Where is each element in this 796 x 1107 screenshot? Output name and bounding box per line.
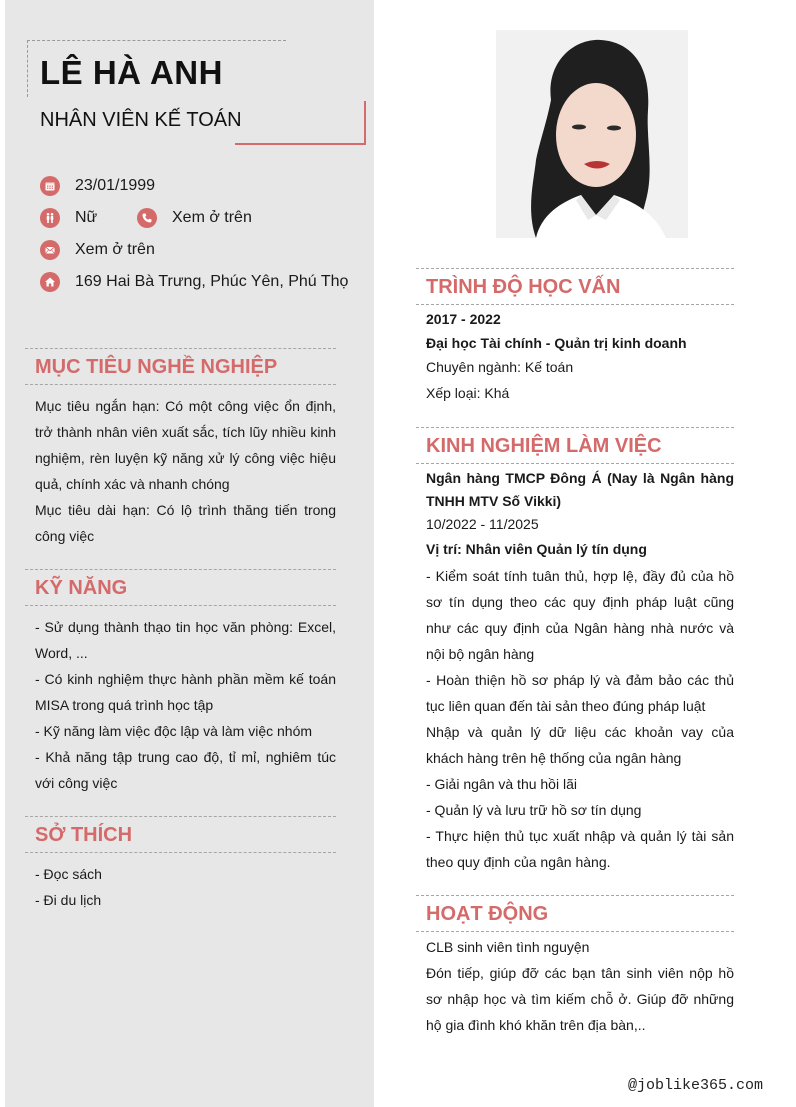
skill-item: - Kỹ năng làm việc độc lập và làm việc nhóm bbox=[35, 723, 313, 739]
gender-icon bbox=[40, 208, 60, 228]
education-rank: Xếp loại: Khá bbox=[426, 385, 510, 401]
experience-duty: Nhập và quản lý dữ liệu các khoản vay của khách hàng trên hệ thống của ngân hàng bbox=[426, 724, 734, 766]
sidebar-panel bbox=[5, 0, 374, 1107]
education-section-header bbox=[416, 268, 734, 305]
hobbies-content bbox=[35, 861, 336, 913]
email-row bbox=[40, 240, 155, 260]
experience-period: 10/2022 - 11/2025 bbox=[426, 516, 539, 532]
objective-content bbox=[35, 393, 336, 549]
job-title: NHÂN VIÊN KẾ TOÁN bbox=[40, 109, 242, 131]
gender-value: Nữ bbox=[75, 209, 98, 226]
gender-row bbox=[40, 208, 97, 228]
experience-content bbox=[426, 467, 734, 875]
address-row bbox=[40, 272, 348, 292]
objective-title: MỤC TIÊU NGHỀ NGHIỆP bbox=[35, 356, 278, 378]
objective-line: Mục tiêu dài hạn: Có lộ trình thăng tiến trong công việc bbox=[35, 502, 336, 544]
education-major: Chuyên ngành: Kế toán bbox=[426, 359, 574, 375]
phone-value: Xem ở trên bbox=[172, 209, 252, 226]
address-value: 169 Hai Bà Trưng, Phúc Yên, Phú Thọ bbox=[75, 273, 349, 290]
objective-line: Mục tiêu ngắn hạn: Có một công việc ổn định, trở thành nhân viên xuất sắc, tích lũy nhiều kinh nghiệm, rèn luyện kỹ năng xử lý công việc hiệu quả, chính xác và nhanh chóng bbox=[35, 398, 336, 492]
experience-company: Ngân hàng TMCP Đông Á (Nay là Ngân hàng TNHH MTV Số Vikki) bbox=[426, 470, 734, 509]
birthdate-row bbox=[40, 176, 155, 196]
title-accent-bracket bbox=[235, 101, 366, 145]
mail-icon bbox=[40, 240, 60, 260]
education-school: Đại học Tài chính - Quản trị kinh doanh bbox=[426, 335, 687, 351]
hobbies-section-header bbox=[25, 816, 336, 853]
skill-item: - Có kinh nghiệm thực hành phần mềm kế toán MISA trong quá trình học tập bbox=[35, 671, 336, 713]
activities-content bbox=[426, 934, 734, 1038]
education-title: TRÌNH ĐỘ HỌC VẤN bbox=[426, 276, 621, 298]
email-value: Xem ở trên bbox=[75, 241, 155, 258]
experience-title: KINH NGHIỆM LÀM VIỆC bbox=[426, 435, 662, 457]
activity-line: Đón tiếp, giúp đỡ các bạn tân sinh viên nộp hồ sơ nhập học và tìm kiếm chỗ ở. Giúp đỡ những hộ gia đình khó khăn trên địa bàn,.. bbox=[426, 965, 734, 1033]
activities-title: HOẠT ĐỘNG bbox=[426, 903, 549, 925]
candidate-name: LÊ HÀ ANH bbox=[40, 54, 223, 91]
calendar-icon bbox=[40, 176, 60, 196]
education-content bbox=[426, 307, 734, 406]
experience-section-header bbox=[416, 427, 734, 464]
education-period: 2017 - 2022 bbox=[426, 311, 501, 327]
skills-section-header bbox=[25, 569, 336, 606]
skill-item: - Sử dụng thành thạo tin học văn phòng: Excel, Word, ... bbox=[35, 619, 336, 661]
experience-duty: - Hoàn thiện hồ sơ pháp lý và đảm bảo các thủ tục liên quan đến tài sản theo đúng pháp luật bbox=[426, 672, 734, 714]
activity-line: CLB sinh viên tình nguyện bbox=[426, 939, 590, 955]
experience-duty: - Giải ngân và thu hồi lãi bbox=[426, 776, 577, 792]
phone-row bbox=[137, 208, 252, 228]
experience-duty: - Kiểm soát tính tuân thủ, hợp lệ, đầy đủ của hồ sơ tín dụng theo các quy định pháp luật cũng như các quy định của Ngân hàng nhà nước và nội bộ ngân hàng bbox=[426, 568, 734, 662]
objective-section-header bbox=[25, 348, 336, 385]
hobby-item: - Đi du lịch bbox=[35, 892, 102, 908]
footer-watermark: @joblike365.com bbox=[628, 1077, 764, 1094]
birthdate-value: 23/01/1999 bbox=[75, 177, 156, 194]
experience-duty: - Thực hiện thủ tục xuất nhập và quản lý tài sản theo quy định của ngân hàng. bbox=[426, 828, 734, 870]
skill-item: - Khả năng tập trung cao độ, tỉ mỉ, nghiêm túc với công việc bbox=[35, 749, 336, 791]
activities-section-header bbox=[416, 895, 734, 932]
hobby-item: - Đọc sách bbox=[35, 866, 102, 882]
experience-position: Vị trí: Nhân viên Quản lý tín dụng bbox=[426, 541, 647, 557]
experience-duty: - Quản lý và lưu trữ hồ sơ tín dụng bbox=[426, 802, 642, 818]
skills-content bbox=[35, 614, 336, 796]
hobbies-title: SỞ THÍCH bbox=[35, 824, 133, 846]
phone-icon bbox=[137, 208, 157, 228]
home-icon bbox=[40, 272, 60, 292]
skills-title: KỸ NĂNG bbox=[35, 577, 128, 599]
profile-photo bbox=[496, 30, 688, 238]
